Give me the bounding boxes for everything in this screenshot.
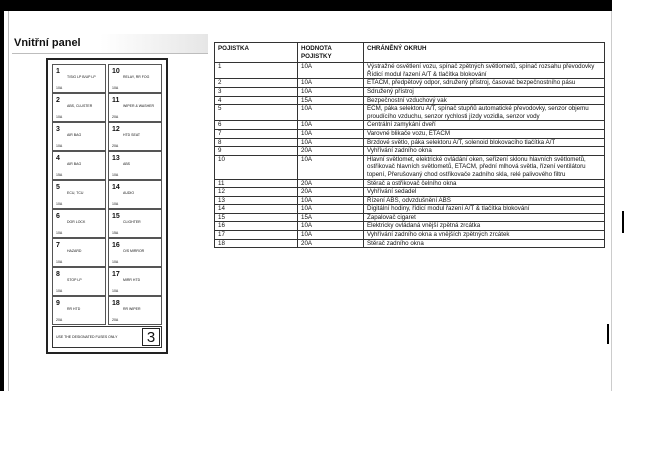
fuse-cell <box>52 122 106 151</box>
cell-fuse: 7 <box>215 129 298 138</box>
fuse-cell <box>52 296 106 325</box>
table-row <box>215 63 605 79</box>
table-row <box>215 239 605 248</box>
margin-mark <box>622 211 624 233</box>
fuse-number: 6 <box>56 213 60 220</box>
fuse-number: 18 <box>112 300 120 307</box>
fuse-amperage: 20A <box>112 318 119 322</box>
fuse-number: 4 <box>56 155 60 162</box>
cell-value: 10A <box>298 129 364 138</box>
header-value: HODNOTA POJISTKY <box>298 43 364 63</box>
fuse-label: RR HTD <box>67 307 81 311</box>
fuse-amperage: 10A <box>56 86 63 90</box>
cell-circuit: Centrální zamykání dveří <box>364 121 605 130</box>
table-row <box>215 96 605 105</box>
cell-circuit: Vyhřívání sedadel <box>364 188 605 197</box>
fuse-label: RR WIPER <box>123 307 141 311</box>
cell-fuse: 11 <box>215 179 298 188</box>
fuse-amperage: 10A <box>112 260 119 264</box>
table-row <box>215 105 605 121</box>
fuse-label: ABS <box>123 162 131 166</box>
fuse-cell <box>52 238 106 267</box>
fuse-amperage: 10A <box>56 289 63 293</box>
fuse-label: CLIGHTER <box>123 220 141 224</box>
table-row <box>215 147 605 156</box>
table-header-row <box>215 43 605 63</box>
fuse-amperage: 10A <box>56 231 63 235</box>
fuse-label: HTD SEAT <box>123 133 141 137</box>
cell-fuse: 13 <box>215 196 298 205</box>
fuse-cell <box>108 180 162 209</box>
fuse-amperage: 15A <box>112 231 119 235</box>
cell-circuit: Brzdové světlo, páka selektoru A/T, solenoid blokovacího tlačítka A/T <box>364 138 605 147</box>
fuse-number: 15 <box>112 213 120 220</box>
table-row <box>215 213 605 222</box>
cell-circuit: Digitální hodiny, řídicí modul řazení A/T & tlačítka blokování <box>364 205 605 214</box>
cell-fuse: 16 <box>215 222 298 231</box>
heading-rule <box>12 53 208 54</box>
cell-circuit: Stěrač zadního okna <box>364 239 605 248</box>
cell-fuse: 12 <box>215 188 298 197</box>
fuse-cell <box>108 93 162 122</box>
cell-value: 10A <box>298 63 364 79</box>
fuse-number: 5 <box>56 184 60 191</box>
fuse-cell <box>108 64 162 93</box>
fuse-amperage: 20A <box>112 144 119 148</box>
fuse-cell <box>52 180 106 209</box>
fuse-cell <box>108 122 162 151</box>
fuse-label: O/S MIRROR <box>123 249 145 253</box>
fuse-number: 2 <box>56 97 60 104</box>
page-top-bar <box>0 0 612 11</box>
fuse-amperage: 10A <box>112 86 119 90</box>
cell-fuse: 18 <box>215 239 298 248</box>
margin-mark <box>607 324 609 344</box>
fuse-amperage: 20A <box>56 318 63 322</box>
fuse-label: AUDIO <box>123 191 135 195</box>
table-row <box>215 87 605 96</box>
fuse-label: HAZARD <box>67 249 82 253</box>
cell-fuse: 17 <box>215 231 298 240</box>
fuse-amperage: 10A <box>56 260 63 264</box>
fuse-number: 7 <box>56 242 60 249</box>
fuse-cell <box>108 296 162 325</box>
fuse-label: ABS, CLUSTER <box>67 104 93 108</box>
fuse-label: AIR BAG <box>67 133 82 137</box>
cell-fuse: 2 <box>215 79 298 88</box>
fuse-cell <box>108 151 162 180</box>
fuse-cell <box>108 267 162 296</box>
cell-value: 10A <box>298 105 364 121</box>
fuse-number: 8 <box>56 271 60 278</box>
fuse-label: STOP LP <box>67 278 82 282</box>
fuse-panel-diagram <box>46 58 168 354</box>
fuse-number: 3 <box>56 126 60 133</box>
cell-fuse: 1 <box>215 63 298 79</box>
fuse-amperage: 20A <box>112 115 119 119</box>
header-circuit: CHRÁNĚNÝ OKRUH <box>364 43 605 63</box>
fuse-number: 11 <box>112 97 120 104</box>
fuse-panel-number: 3 <box>142 328 160 346</box>
fuse-cell <box>108 209 162 238</box>
cell-circuit: Sdružený přístroj <box>364 87 605 96</box>
cell-circuit: Výstražné osvětlení vozu, spínač zpětných světlometů, spínač rozsahu převodovky Řídicí modul řazení A/T & tlačítka blokování <box>364 63 605 79</box>
fuse-label: DOR LOCK <box>67 220 86 224</box>
cell-value: 10A <box>298 222 364 231</box>
cell-fuse: 9 <box>215 147 298 156</box>
fuse-cell <box>52 64 106 93</box>
fuse-number: 9 <box>56 300 60 307</box>
header-fuse: POJISTKA <box>215 43 298 63</box>
cell-value: 10A <box>298 121 364 130</box>
fuse-table <box>214 42 605 248</box>
fuse-cell <box>52 209 106 238</box>
cell-value: 10A <box>298 205 364 214</box>
cell-fuse: 3 <box>215 87 298 96</box>
page-left-edge <box>0 11 4 391</box>
fuse-label: AIR BAG <box>67 162 82 166</box>
cell-circuit: ECM, páka selektoru A/T, spínač stupňů automatické převodovky, senzor objemu proudícího vzduchu, senzor rychlosti jízdy vozidla, senzor vody <box>364 105 605 121</box>
cell-fuse: 6 <box>215 121 298 130</box>
cell-fuse: 4 <box>215 96 298 105</box>
fuse-amperage: 10A <box>112 202 119 206</box>
fuse-label: MIRR HTD <box>123 278 141 282</box>
fuse-amperage: 15A <box>56 173 63 177</box>
cell-circuit: Zapalovač cigaret <box>364 213 605 222</box>
fuse-label: T/SIG LP B/UP LP <box>67 75 96 79</box>
fuse-cell <box>52 267 106 296</box>
cell-circuit: Stěrač a ostřikovač čelního okna <box>364 179 605 188</box>
cell-value: 10A <box>298 196 364 205</box>
fuse-amperage: 10A <box>56 144 63 148</box>
fuse-number: 13 <box>112 155 120 162</box>
fuse-number: 12 <box>112 126 120 133</box>
cell-value: 15A <box>298 96 364 105</box>
fuse-cell <box>52 151 106 180</box>
fuse-panel-footer-text: USE THE DESIGNATED FUSES ONLY <box>56 335 118 339</box>
cell-circuit: Varovné blikače vozu, ETACM <box>364 129 605 138</box>
fuse-label: WIPER & WASHER <box>123 104 154 108</box>
cell-circuit: ETACM, předpětový odpor, sdružený přístroj, časovač bezpečnostního pásu <box>364 79 605 88</box>
cell-circuit: Vyhřívání zadního okna <box>364 147 605 156</box>
table-row <box>215 121 605 130</box>
fuse-panel-footer <box>52 326 162 348</box>
fuse-grid <box>52 64 162 324</box>
table-row <box>215 79 605 88</box>
cell-fuse: 14 <box>215 205 298 214</box>
fuse-amperage: 10A <box>112 173 119 177</box>
table-row <box>215 205 605 214</box>
fuse-amperage: 10A <box>56 202 63 206</box>
table-row <box>215 231 605 240</box>
cell-value: 20A <box>298 147 364 156</box>
table-row <box>215 179 605 188</box>
cell-value: 10A <box>298 231 364 240</box>
table-row <box>215 129 605 138</box>
cell-value: 20A <box>298 239 364 248</box>
cell-fuse: 10 <box>215 155 298 179</box>
fuse-amperage: 10A <box>56 115 63 119</box>
page-right-edge <box>611 11 612 391</box>
table-row <box>215 155 605 179</box>
section-heading: Vnitřní panel <box>14 37 81 49</box>
cell-value: 20A <box>298 179 364 188</box>
cell-circuit: Elektricky ovládaná vnější zpětná zrcátka <box>364 222 605 231</box>
fuse-cell <box>108 238 162 267</box>
cell-fuse: 15 <box>215 213 298 222</box>
cell-value: 10A <box>298 79 364 88</box>
table-row <box>215 138 605 147</box>
table-row <box>215 188 605 197</box>
cell-value: 10A <box>298 87 364 96</box>
table-row <box>215 222 605 231</box>
fuse-number: 1 <box>56 68 60 75</box>
cell-value: 15A <box>298 213 364 222</box>
cell-fuse: 5 <box>215 105 298 121</box>
fuse-number: 17 <box>112 271 120 278</box>
cell-value: 10A <box>298 138 364 147</box>
fuse-number: 16 <box>112 242 120 249</box>
cell-circuit: Vyhřívání zadního okna a vnějších zpětných zrcátek <box>364 231 605 240</box>
cell-circuit: Bezpečnostní vzduchový vak <box>364 96 605 105</box>
fuse-label: ECU, TCU <box>67 191 84 195</box>
cell-value: 20A <box>298 188 364 197</box>
cell-fuse: 8 <box>215 138 298 147</box>
page-left-rule <box>8 11 9 391</box>
fuse-number: 10 <box>112 68 120 75</box>
table-row <box>215 196 605 205</box>
fuse-amperage: 10A <box>112 289 119 293</box>
fuse-number: 14 <box>112 184 120 191</box>
cell-circuit: Hlavní světlomet, elektrické ovládání oken, seřízení sklonu hlavních světlometů, ostřikovač hlavních světlometů, ETACM, přední mlhová světla, řízení ventilátoru topení, Přerušovaný chod ostřikovače zadního skla, relé palivového filtru <box>364 155 605 179</box>
fuse-label: RELAY, RR FOG <box>123 75 150 79</box>
cell-circuit: Řízení ABS, odvzdušnění ABS <box>364 196 605 205</box>
fuse-cell <box>52 93 106 122</box>
cell-value: 10A <box>298 155 364 179</box>
